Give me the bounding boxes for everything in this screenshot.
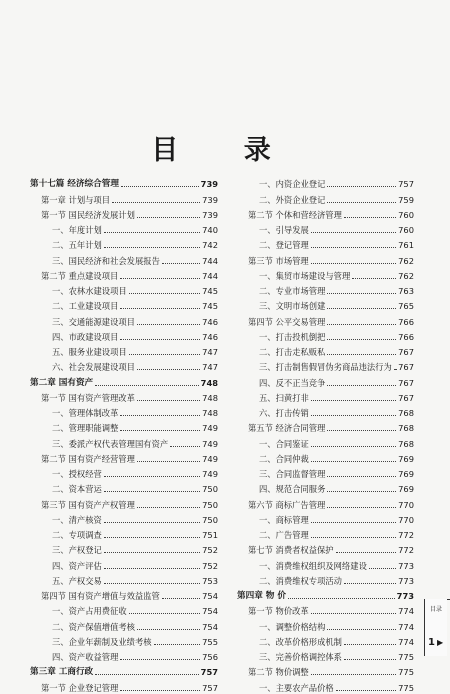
toc-entry-title: 二、改革价格形成机制 xyxy=(259,636,342,647)
toc-entry-title: 二、五年计划 xyxy=(52,240,102,251)
toc-entry-page: 759 xyxy=(398,194,414,205)
triangle-right-icon: ▶ xyxy=(437,638,444,647)
toc-entry xyxy=(30,541,218,556)
leader-dots xyxy=(137,460,200,462)
toc-entry-title: 一、内资企业登记 xyxy=(259,179,326,190)
toc-entry xyxy=(237,633,414,648)
toc-entry xyxy=(30,556,218,571)
leader-dots xyxy=(327,384,396,386)
leader-dots xyxy=(121,185,199,187)
toc-entry-title: 三、国民经济和社会发展报告 xyxy=(52,255,160,266)
toc-entry xyxy=(30,343,218,358)
toc-entry-page: 770 xyxy=(398,514,414,525)
toc-entry xyxy=(237,480,414,495)
toc-entry-page: 754 xyxy=(202,621,218,632)
leader-dots xyxy=(104,246,200,248)
toc-entry-title: 一、打击投机倒把 xyxy=(259,331,326,342)
toc-entry-title: 第三节 国有资产产权管理 xyxy=(41,499,135,510)
toc-entry xyxy=(237,587,414,602)
toc-entry-title: 第四章 物 价 xyxy=(237,591,286,601)
leader-dots xyxy=(120,689,200,691)
leader-dots xyxy=(311,536,396,538)
leader-dots xyxy=(327,338,396,340)
toc-entry-page: 762 xyxy=(398,255,414,266)
toc-entry xyxy=(237,282,414,297)
toc-entry xyxy=(237,678,414,693)
toc-entry xyxy=(30,297,218,312)
toc-entry-title: 第一节 物价改革 xyxy=(248,606,309,617)
toc-entry xyxy=(30,511,218,526)
toc-entry-page: 767 xyxy=(398,362,414,373)
toc-entry-title: 二、工业建设项目 xyxy=(52,301,119,312)
toc-entry xyxy=(30,328,218,343)
toc-entry-title: 六、打击传销 xyxy=(259,408,309,418)
leader-dots xyxy=(95,384,199,386)
toc-entry-page: 761 xyxy=(398,240,414,251)
toc-entry-title: 一、授权经营 xyxy=(52,469,102,479)
leader-dots xyxy=(336,689,396,691)
toc-entry-page: 768 xyxy=(398,408,414,418)
toc-entry xyxy=(30,450,218,465)
toc-column-left xyxy=(30,175,218,694)
toc-entry xyxy=(30,190,218,205)
page-number: 1 xyxy=(428,637,435,648)
toc-entry-page: 760 xyxy=(398,225,414,235)
toc-entry-page: 766 xyxy=(398,316,414,327)
toc-entry xyxy=(237,617,414,632)
toc-entry-title: 二、资本营运 xyxy=(52,484,102,495)
toc-entry xyxy=(237,328,414,343)
toc-entry xyxy=(237,404,414,419)
toc-entry-page: 770 xyxy=(398,499,414,510)
toc-entry-page: 749 xyxy=(202,438,218,449)
leader-dots xyxy=(311,246,396,248)
toc-entry-title: 第一节 国民经济发展计划 xyxy=(41,209,135,220)
leader-dots xyxy=(95,673,199,675)
toc-entry-title: 二、消费维权专项活动 xyxy=(259,575,342,586)
leader-dots xyxy=(327,490,396,492)
leader-dots xyxy=(344,582,396,584)
toc-entry xyxy=(30,480,218,495)
leader-dots xyxy=(162,597,200,599)
toc-entry xyxy=(237,526,414,541)
leader-dots xyxy=(327,307,396,309)
leader-dots xyxy=(104,536,200,538)
toc-entry xyxy=(237,511,414,526)
toc-entry xyxy=(237,663,414,678)
toc-entry-page: 742 xyxy=(202,240,218,251)
toc-entry-page: 775 xyxy=(398,682,414,693)
toc-entry xyxy=(237,419,414,434)
toc-entry-title: 三、委派产权代表管理国有资产 xyxy=(52,438,169,449)
toc-entry-page: 755 xyxy=(202,636,218,647)
toc-entry-page: 767 xyxy=(398,347,414,357)
toc-entry xyxy=(237,556,414,571)
toc-entry-title: 四、资产收益管理 xyxy=(52,652,119,662)
side-tab xyxy=(424,599,447,656)
toc-entry-page: 774 xyxy=(398,621,414,632)
leader-dots xyxy=(154,643,201,645)
toc-entry-page: 756 xyxy=(202,652,218,662)
toc-entry xyxy=(237,434,414,449)
toc-entry xyxy=(237,267,414,282)
toc-entry-title: 第四节 公平交易管理 xyxy=(248,316,326,327)
leader-dots xyxy=(336,551,397,553)
toc-entry-title: 第五节 经济合同管理 xyxy=(248,423,326,434)
toc-entry-page: 769 xyxy=(398,453,414,464)
leader-dots xyxy=(311,445,396,447)
toc-entry-title: 二、专项调查 xyxy=(52,530,102,540)
toc-entry-page: 766 xyxy=(398,331,414,342)
toc-entry-title: 五、服务业建设项目 xyxy=(52,347,127,357)
leader-dots xyxy=(170,445,200,447)
toc-entry-title: 第二节 个体和营经济管理 xyxy=(248,209,342,220)
leader-dots xyxy=(104,475,200,477)
toc-entry xyxy=(237,236,414,251)
toc-entry xyxy=(237,297,414,312)
toc-column-right xyxy=(237,175,414,694)
toc-entry xyxy=(30,236,218,251)
toc-entry xyxy=(30,587,218,602)
leader-dots xyxy=(327,201,396,203)
toc-entry-page: 769 xyxy=(398,484,414,495)
leader-dots xyxy=(311,414,396,416)
toc-entry xyxy=(237,602,414,617)
toc-entry-page: 754 xyxy=(202,591,218,601)
leader-dots xyxy=(104,551,200,553)
leader-dots xyxy=(288,597,395,599)
toc-entry-title: 二、广告管理 xyxy=(259,530,309,540)
toc-entry xyxy=(30,221,218,236)
toc-entry-page: 769 xyxy=(398,469,414,479)
leader-dots xyxy=(327,475,396,477)
toc-entry xyxy=(30,389,218,404)
toc-entry-page: 768 xyxy=(398,438,414,449)
toc-entry-title: 三、交通能源建设项目 xyxy=(52,316,135,327)
toc-entry-page: 750 xyxy=(202,484,218,495)
toc-entry-page: 752 xyxy=(202,545,218,556)
leader-dots xyxy=(352,277,396,279)
toc-entry xyxy=(30,404,218,419)
toc-entry-title: 一、清产核资 xyxy=(52,514,102,525)
toc-entry-title: 二、外资企业登记 xyxy=(259,194,326,205)
toc-entry-page: 744 xyxy=(202,255,218,266)
toc-entry-title: 三、企业年薪制及业绩考核 xyxy=(52,636,152,647)
leader-dots xyxy=(129,353,200,355)
toc-entry xyxy=(30,267,218,282)
leader-dots xyxy=(120,338,200,340)
toc-entry xyxy=(237,221,414,236)
leader-dots xyxy=(137,323,200,325)
toc-entry-title: 第二节 重点建设项目 xyxy=(41,270,119,281)
leader-dots xyxy=(137,399,200,401)
toc-entry-page: 773 xyxy=(396,591,414,601)
toc-entry-title: 一、资产占用费征收 xyxy=(52,606,127,617)
toc-entry-title: 第二节 国有资产经营管理 xyxy=(41,453,135,464)
toc-entry-title: 一、主要农产品价格 xyxy=(259,682,334,693)
toc-entry-title: 四、规范合同服务 xyxy=(259,484,326,495)
toc-entry-title: 二、登记管理 xyxy=(259,240,309,251)
toc-entry-page: 768 xyxy=(398,423,414,434)
leader-dots xyxy=(120,307,200,309)
toc-entry-title: 三、完善价格调控体系 xyxy=(259,652,342,662)
toc-entry xyxy=(237,343,414,358)
toc-entry-page: 744 xyxy=(202,270,218,281)
toc-entry xyxy=(237,190,414,205)
leader-dots xyxy=(104,490,200,492)
leader-dots xyxy=(137,368,200,370)
toc-entry-page: 750 xyxy=(202,514,218,525)
leader-dots xyxy=(311,399,396,401)
toc-entry xyxy=(237,389,414,404)
toc-entry xyxy=(237,373,414,388)
leader-dots xyxy=(311,231,396,233)
toc-entry-title: 一、农林水建设项目 xyxy=(52,286,127,296)
toc-entry-title: 一、引导发展 xyxy=(259,225,309,235)
leader-dots xyxy=(129,292,200,294)
leader-dots xyxy=(311,673,396,675)
toc-entry-title: 二、资产保值增值考核 xyxy=(52,621,135,632)
toc-entry-title: 二、合同仲裁 xyxy=(259,453,309,464)
toc-entry xyxy=(30,633,218,648)
toc-entry-page: 763 xyxy=(398,286,414,296)
toc-entry-title: 二、专业市场管理 xyxy=(259,286,326,296)
toc-entry-title: 第一节 国有资产管理改革 xyxy=(41,392,135,403)
leader-dots xyxy=(327,429,396,431)
toc-entry xyxy=(30,495,218,510)
leader-dots xyxy=(311,521,396,523)
toc-entry-page: 775 xyxy=(398,667,414,678)
toc-entry-page: 754 xyxy=(202,606,218,617)
toc-entry xyxy=(30,206,218,221)
leader-dots xyxy=(104,231,200,233)
toc-entry-page: 740 xyxy=(202,225,218,235)
toc-entry-page: 739 xyxy=(202,194,218,205)
toc-entry-page: 752 xyxy=(202,560,218,571)
toc-entry-title: 三、合同监督管理 xyxy=(259,469,326,479)
leader-dots xyxy=(104,521,200,523)
leader-dots xyxy=(311,612,396,614)
toc-entry-page: 757 xyxy=(200,667,218,678)
toc-entry-page: 773 xyxy=(398,560,414,571)
toc-entry-title: 第四节 国有资产增值与效益监管 xyxy=(41,591,160,601)
toc-entry xyxy=(237,495,414,510)
leader-dots xyxy=(137,216,200,218)
toc-entry-title: 一、合同鉴证 xyxy=(259,438,309,449)
toc-entry-page: 767 xyxy=(398,392,414,403)
leader-dots xyxy=(344,216,396,218)
leader-dots xyxy=(104,582,200,584)
leader-dots xyxy=(327,353,396,355)
toc-entry-page: 753 xyxy=(202,575,218,586)
toc-entry-page: 748 xyxy=(202,392,218,403)
toc-entry xyxy=(30,251,218,266)
toc-entry-page: 772 xyxy=(398,530,414,540)
toc-entry xyxy=(237,648,414,663)
leader-dots xyxy=(137,628,200,630)
toc-entry xyxy=(237,465,414,480)
toc-entry-title: 第三章 工商行政 xyxy=(30,667,94,678)
toc-entry-title: 一、消费维权组织及网络建设 xyxy=(259,560,367,571)
toc-entry-page: 745 xyxy=(202,286,218,296)
toc-entry-title: 五、产权交易 xyxy=(52,575,102,586)
toc-entry-page: 747 xyxy=(202,347,218,357)
leader-dots xyxy=(344,643,396,645)
leader-dots xyxy=(129,612,200,614)
toc-entry-page: 748 xyxy=(202,408,218,418)
toc-entry xyxy=(237,358,414,373)
leader-dots xyxy=(311,262,396,264)
leader-dots xyxy=(162,262,200,264)
toc-entry xyxy=(237,312,414,327)
toc-entry xyxy=(237,541,414,556)
leader-dots xyxy=(327,185,396,187)
leader-dots xyxy=(120,429,200,431)
toc-entry xyxy=(237,175,414,190)
toc-entry-title: 三、打击制售假冒伪劣商品违法行为 xyxy=(259,362,392,373)
toc-entry xyxy=(30,572,218,587)
toc-entry-page: 749 xyxy=(202,453,218,464)
toc-entry-page: 739 xyxy=(200,179,218,190)
toc-entry xyxy=(30,175,218,190)
toc-entry-title: 一、商标管理 xyxy=(259,514,309,525)
toc-entry-title: 第二节 物价调整 xyxy=(248,667,309,678)
toc-entry-title: 三、文明市场创建 xyxy=(259,301,326,312)
toc-entry-title: 第二章 国有资产 xyxy=(30,377,94,388)
toc-entry-page: 745 xyxy=(202,301,218,312)
leader-dots xyxy=(137,506,200,508)
toc-entry-title: 二、管理职能调整 xyxy=(52,423,119,434)
toc-entry-page: 767 xyxy=(398,377,414,388)
toc-entry xyxy=(237,572,414,587)
toc-entry-page: 765 xyxy=(398,301,414,312)
toc-entry-title: 第十七篇 经济综合管理 xyxy=(30,179,119,190)
page-title: 目 录 xyxy=(151,135,299,166)
leader-dots xyxy=(327,323,396,325)
toc-entry-title: 一、调整价格结构 xyxy=(259,621,326,632)
toc-entry-page: 775 xyxy=(398,652,414,662)
toc-entry xyxy=(237,251,414,266)
leader-dots xyxy=(311,460,396,462)
toc-entry-title: 第六节 商标广告管理 xyxy=(248,499,326,510)
toc-entry-title: 一、年度计划 xyxy=(52,225,102,235)
toc-entry-page: 757 xyxy=(398,179,414,190)
leader-dots xyxy=(327,628,396,630)
toc-entry-page: 772 xyxy=(398,545,414,556)
leader-dots xyxy=(120,414,200,416)
toc-entry-title: 二、打击走私贩私 xyxy=(259,347,326,357)
leader-dots xyxy=(344,658,396,660)
toc-entry xyxy=(30,602,218,617)
toc-entry-title: 第三节 市场管理 xyxy=(248,255,309,266)
leader-dots xyxy=(394,368,396,370)
toc-entry xyxy=(30,663,218,678)
toc-entry-title: 第七节 消费者权益保护 xyxy=(248,545,334,556)
toc-entry-title: 五、扫黄打非 xyxy=(259,392,309,403)
toc-entry xyxy=(30,358,218,373)
leader-dots xyxy=(112,201,200,203)
toc-entry xyxy=(30,648,218,663)
toc-entry xyxy=(30,617,218,632)
leader-dots xyxy=(120,277,200,279)
toc-entry-page: 739 xyxy=(202,209,218,220)
toc-entry xyxy=(237,206,414,221)
toc-entry xyxy=(30,434,218,449)
side-tab-section: 目录 xyxy=(430,606,443,613)
leader-dots xyxy=(327,506,396,508)
toc-entry-page: 746 xyxy=(202,316,218,327)
toc-entry xyxy=(30,373,218,388)
toc-entry-title: 四、反不正当竞争 xyxy=(259,377,326,388)
toc-entry xyxy=(30,678,218,693)
toc-entry xyxy=(30,419,218,434)
leader-dots xyxy=(369,567,396,569)
toc-entry-page: 774 xyxy=(398,636,414,647)
toc-entry xyxy=(30,526,218,541)
toc-entry-title: 六、社会发展建设项目 xyxy=(52,362,135,373)
toc-entry-title: 第一节 企业登记管理 xyxy=(41,682,119,693)
toc-entry-page: 751 xyxy=(202,530,218,540)
toc-entry-title: 第一章 计划与项目 xyxy=(41,194,111,205)
toc-entry xyxy=(237,450,414,465)
toc-entry-page: 773 xyxy=(398,575,414,586)
toc-entry-title: 一、管理体制改革 xyxy=(52,408,119,418)
toc-entry-page: 749 xyxy=(202,423,218,434)
toc-entry xyxy=(30,465,218,480)
toc-entry xyxy=(30,282,218,297)
toc-entry-page: 757 xyxy=(202,682,218,693)
leader-dots xyxy=(327,292,396,294)
toc-entry-page: 749 xyxy=(202,469,218,479)
toc-entry-page: 747 xyxy=(202,362,218,373)
toc-entry-title: 一、集贸市场建设与管理 xyxy=(259,270,351,281)
toc-entry-title: 三、产权登记 xyxy=(52,545,102,556)
toc-entry-page: 762 xyxy=(398,270,414,281)
toc-entry-page: 774 xyxy=(398,606,414,617)
leader-dots xyxy=(120,658,200,660)
leader-dots xyxy=(104,567,200,569)
toc-entry-page: 760 xyxy=(398,209,414,220)
toc-entry-title: 四、资产评估 xyxy=(52,560,102,571)
toc-entry xyxy=(30,312,218,327)
toc-entry-page: 748 xyxy=(200,377,218,388)
toc-entry-page: 746 xyxy=(202,331,218,342)
toc-entry-title: 四、市政建设项目 xyxy=(52,331,119,342)
toc-entry-page: 750 xyxy=(202,499,218,510)
